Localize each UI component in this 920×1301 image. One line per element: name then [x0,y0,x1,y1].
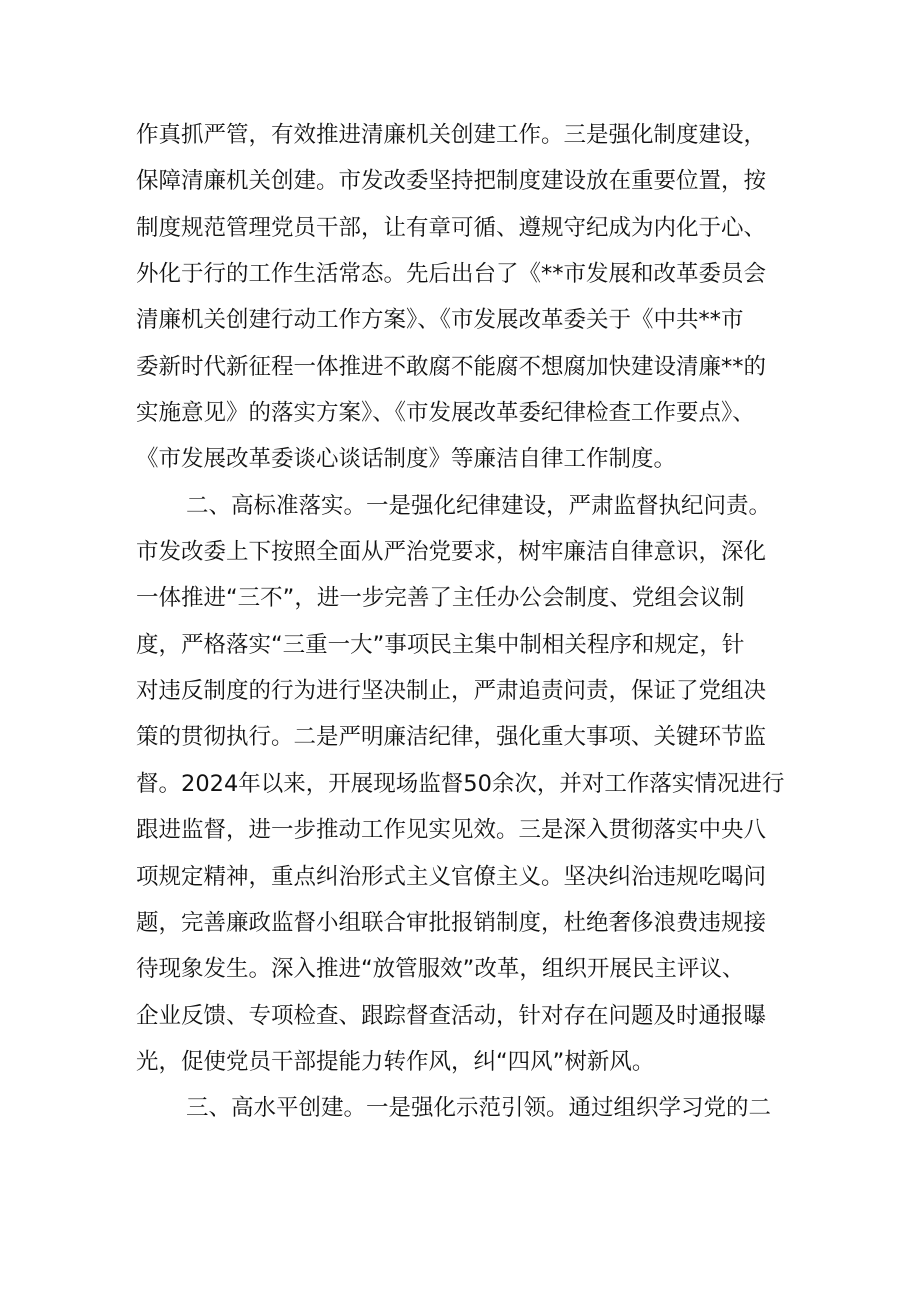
section-three-heading-line: 三、高水平创建。一是强化示范引领。通过组织学习党的二 [186,1095,772,1122]
text-line-14: 策的贯彻执行。二是严明廉洁纪律，强化重大事项、关键环节监 [136,724,767,751]
text-line-17: 项规定精神，重点纠治形式主义官僚主义。坚决纠治违规吃喝问 [136,863,767,890]
text-line-2: 保障清廉机关创建。市发改委坚持把制度建设放在重要位置，按 [136,168,767,195]
text-line-4: 外化于行的工作生活常态。先后出台了《**市发展和改革委员会 [136,261,767,288]
text-line-11: 一体推进“三不”，进一步完善了主任办公会制度、党组会议制 [136,585,745,612]
text-line-15: 督。2024年以来，开展现场监督50余次，并对工作落实情况进行 [136,770,785,797]
document-body [136,112,796,1132]
text-line-8: 《市发展改革委谈心谈话制度》等廉洁自律工作制度。 [136,446,677,473]
text-line-19: 待现象发生。深入推进“放管服效”改革，组织开展民主评议、 [136,956,745,983]
text-line-20: 企业反馈、专项检查、跟踪督查活动，针对存在问题及时通报曝 [136,1002,767,1029]
text-line-10: 市发改委上下按照全面从严治党要求，树牢廉洁自律意识，深化 [136,539,767,566]
text-line-3: 制度规范管理党员干部，让有章可循、遵规守纪成为内化于心、 [136,214,767,241]
text-line-21: 光，促使党员干部提能力转作风，纠“四风”树新风。 [136,1048,655,1075]
text-line-5: 清廉机关创建行动工作方案》、《市发展改革委关于《中共**市 [136,307,744,334]
text-line-1: 作真抓严管，有效推进清廉机关创建工作。三是强化制度建设， [136,122,767,148]
text-line-12: 度，严格落实“三重一大”事项民主集中制相关程序和规定，针 [136,631,745,658]
text-line-7: 实施意见》的落实方案》、《市发展改革委纪律检查工作要点》、 [136,400,755,427]
text-line-18: 题，完善廉政监督小组联合审批报销制度，杜绝奢侈浪费违规接 [136,909,767,936]
text-line-6: 委新时代新征程一体推进不敢腐不能腐不想腐加快建设清廉**的 [136,353,767,380]
text-line-13: 对违反制度的行为进行坚决制止，严肃追责问责，保证了党组决 [136,678,767,705]
text-line-16: 跟进监督，进一步推动工作见实见效。三是深入贯彻落实中央八 [136,817,767,844]
section-two-heading-line: 二、高标准落实。一是强化纪律建设，严肃监督执纪问责。 [186,492,772,519]
